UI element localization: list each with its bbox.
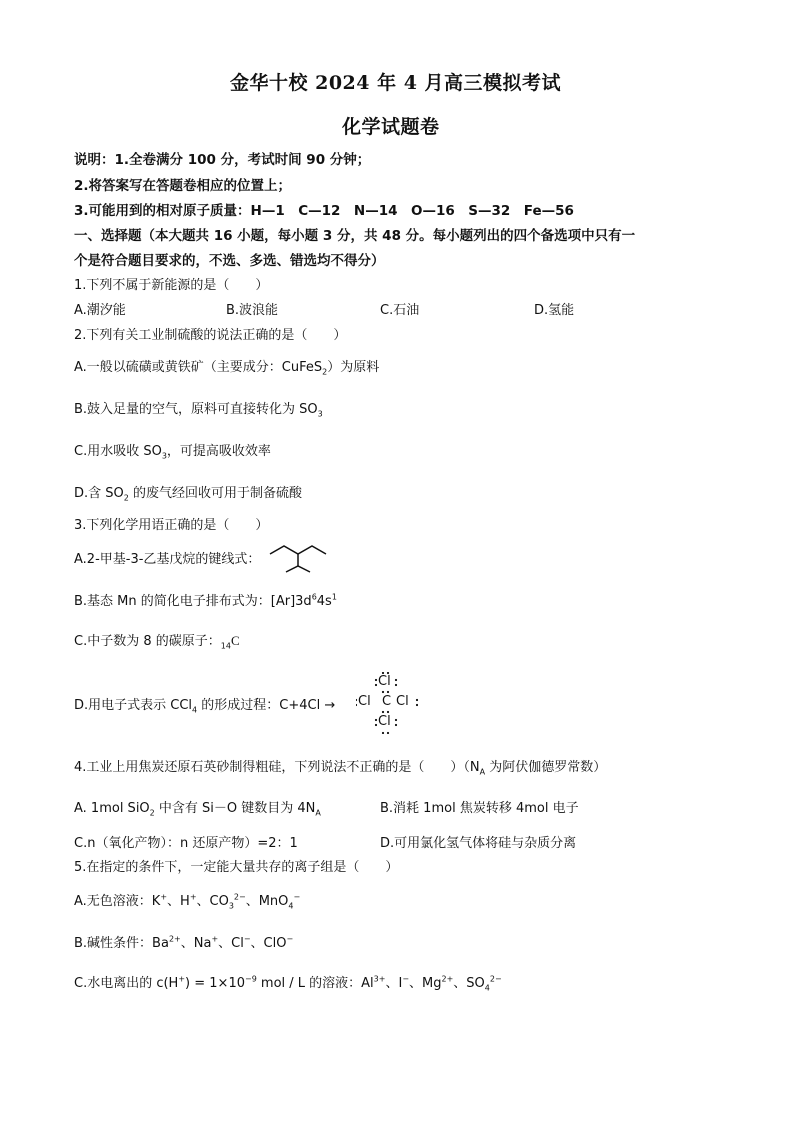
chlorine-bottom: Cl — [378, 714, 391, 729]
question-3-option-b: B.基态 Mn 的简化电子排布式为：$[Ar]3d^64s^1$ — [74, 592, 337, 609]
question-4-option-d: D.可用氯化氢气体将硅与杂质分离 — [380, 836, 577, 851]
chlorine-top: Cl — [378, 674, 391, 689]
question-5-option-c: C.水电离出的 $c(H^+) = 1\times 10^{-9}$ mol / L 的溶液：$Al^{3+}$、I−、$Mg^{2+}$、$SO_4^{2-}$ — [74, 974, 502, 993]
question-3-stem: 3.下列化学用语正确的是（ ） — [74, 518, 269, 533]
question-1-option-a: A.潮汐能 — [74, 303, 126, 318]
chlorine-right: Cl — [396, 694, 409, 709]
question-1-option-d: D.氢能 — [534, 303, 575, 318]
question-3-option-d: D.用电子式表示 CCl$_4$ 的形成过程：C+4Cl → — [74, 698, 336, 715]
question-1-stem: 1.下列不属于新能源的是（ ） — [74, 278, 269, 293]
section-heading-line-1: 一、选择题（本大题共 16 小题，每小题 3 分，共 48 分。每小题列出的四个备选项中只有一 — [74, 228, 636, 244]
chlorine-left: Cl — [358, 694, 371, 709]
question-2-option-d: D.含 $SO_2$ 的废气经回收可用于制备硫酸 — [74, 486, 302, 503]
question-2-stem: 2.下列有关工业制硫酸的说法正确的是（ ） — [74, 328, 347, 343]
exam-subtitle: 化学试题卷 — [342, 116, 440, 138]
question-2-option-b: B.鼓入足量的空气，原料可直接转化为 $SO_3$ — [74, 402, 323, 419]
instruction-line-1: 说明：1.全卷满分 100 分，考试时间 90 分钟； — [74, 152, 371, 168]
question-4-option-b: B.消耗 1mol 焦炭转移 4mol 电子 — [380, 801, 579, 816]
exam-title: 金华十校 2024 年 4 月高三模拟考试 — [230, 72, 562, 94]
question-5-stem: 5.在指定的条件下，一定能大量共存的离子组是（ ） — [74, 860, 399, 875]
electron-dots — [356, 672, 418, 734]
skeletal-formula-diagram — [266, 536, 336, 576]
carbon-center: C — [382, 694, 392, 709]
question-1-option-c: C.石油 — [380, 303, 420, 318]
question-5-option-a: A.无色溶液：K+、H+、$CO_3^{2-}$、MnO$_4$− — [74, 892, 301, 911]
question-2-option-a: A.一般以硫磺或黄铁矿（主要成分：CuFeS$_2$）为原料 — [74, 360, 380, 377]
ccl4-electron-dot-structure — [356, 672, 418, 734]
instruction-line-3: 3.可能用到的相对原子质量：H—1 C—12 N—14 O—16 S—32 Fe—56 — [74, 203, 574, 219]
instruction-line-2: 2.将答案写在答题卷相应的位置上； — [74, 178, 292, 194]
question-3-option-c: C.中子数为 8 的碳原子：$_{14}$C — [74, 633, 240, 651]
question-4-option-a: A. 1mol SiO$_2$ 中含有 Si－O 键数目为 $4N_A$ — [74, 801, 321, 818]
question-1-option-b: B.波浪能 — [226, 303, 279, 318]
section-heading-line-2: 个是符合题目要求的，不选、多选、错选均不得分） — [74, 253, 385, 269]
question-4-option-c: C.n（氧化产物）：n 还原产物）=2：1 — [74, 836, 298, 851]
question-5-option-b: B.碱性条件：$Ba^{2+}$、Na+、Cl−、ClO− — [74, 934, 294, 951]
question-3-option-a: A.2-甲基-3-乙基戊烷的键线式： — [74, 552, 261, 567]
question-4-stem: 4.工业上用焦炭还原石英砂制得粗硅，下列说法不正确的是（ ）（$N_A$ 为阿伏伽德罗常数） — [74, 760, 607, 777]
question-2-option-c: C.用水吸收 $SO_3$，可提高吸收效率 — [74, 444, 271, 461]
